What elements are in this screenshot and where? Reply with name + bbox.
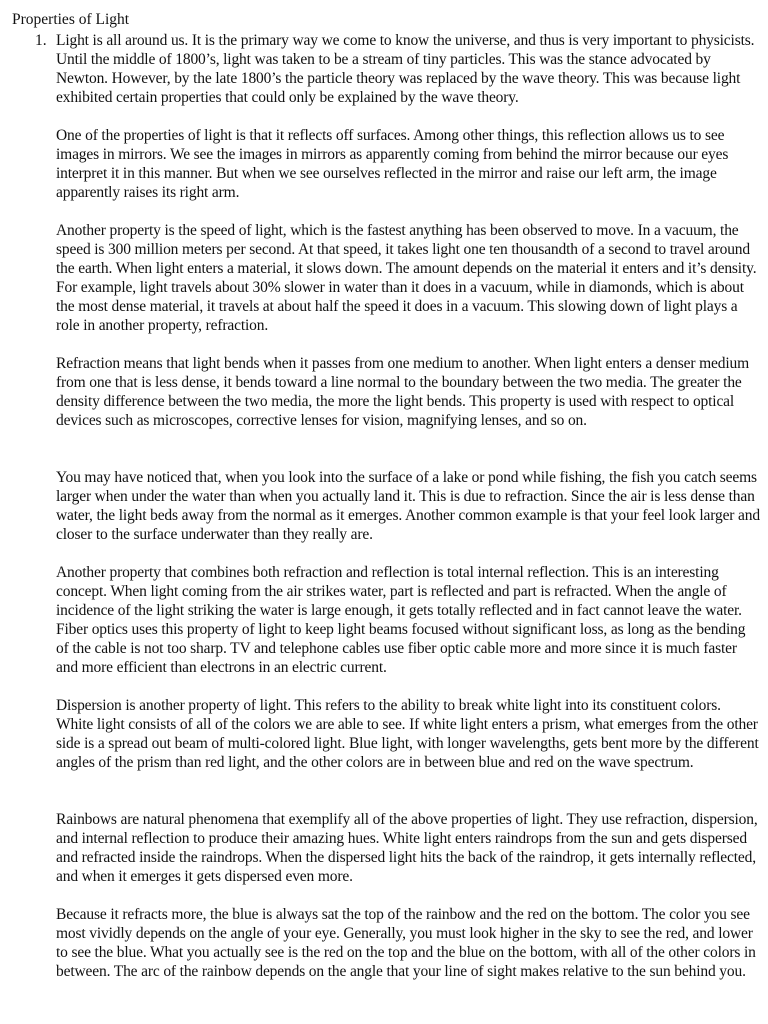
paragraph-refraction: Refraction means that light bends when it passes from one medium to another. When light enters a denser medium from one that is less dense, it bends toward a line normal to the boundary between the two media. The greater the density difference between the two media, the more the light bends. This property is used with respect to optical devices such as microscopes, corrective lenses for vision, magnifying lenses, and so on.	[56, 355, 750, 429]
paragraph-speed-of-light: Another property is the speed of light, which is the fastest anything has been observed to move. In a vacuum, the speed is 300 million meters per second. At that speed, it takes light one ten thousandth of a second to travel around the earth. When light enters a material, it slows down. The amount depends on the material it enters and it’s density. For example, light travels about 30% slower in water than it does in a vacuum, while in diamonds, which is about the most dense material, it travels at about half the speed it does in a vacuum. This slowing down of light plays a role in another property, refraction.	[56, 222, 757, 334]
list-item-number: 1.	[35, 32, 47, 49]
paragraph-reflection: One of the properties of light is that it reflects off surfaces. Among other things, this reflection allows us to see images in mirrors. We see the images in mirrors as apparently coming from behind the mirror because our eyes interpret it in this manner. But when we see ourselves reflected in the mirror and raise our left arm, the image apparently raises its right arm.	[56, 127, 729, 201]
paragraph-intro: Light is all around us. It is the primary way we come to know the universe, and thus is very important to physicists. Until the middle of 1800’s, light was taken to be a stream of tiny particles. This was the stance advocated by Newton. However, by the late 1800’s the particle theory was replaced by the wave theory. This was because light exhibited certain properties that could only be explained by the wave theory.	[56, 32, 755, 106]
paragraph-fishing-example: You may have noticed that, when you look into the surface of a lake or pond while fishing, the fish you catch seems larger when under the water than when you actually land it. This is due to refraction. Since the air is less dense than water, the light beds away from the normal as it emerges. Another common example is that your feel look larger and closer to the surface underwater than they really are.	[56, 469, 760, 543]
paragraph-dispersion: Dispersion is another property of light. This refers to the ability to break white light into its constituent colors. White light consists of all of the colors we are able to see. If white light enters a prism, what emerges from the other side is a spread out beam of multi-colored light. Blue light, with longer wavelengths, gets bent more by the different angles of the prism than red light, and the other colors are in between blue and red on the wave spectrum.	[56, 697, 759, 771]
paragraph-total-internal-reflection: Another property that combines both refraction and reflection is total internal reflection. This is an interesting concept. When light coming from the air strikes water, part is reflected and part is refracted. When the angle of incidence of the light striking the water is large enough, it gets totally reflected and in fact cannot leave the water. Fiber optics uses this property of light to keep light beams focused without significant loss, as long as the bending of the cable is not too sharp. TV and telephone cables use fiber optic cable more and more since it is much faster and more efficient than electrons in an electric current.	[56, 564, 746, 676]
document-title: Properties of Light	[12, 11, 130, 28]
paragraph-rainbows: Rainbows are natural phenomena that exemplify all of the above properties of light. They use refraction, dispersion, and internal reflection to produce their amazing hues. White light enters raindrops from the sun and gets dispersed and refracted inside the raindrops. When the dispersed light hits the back of the raindrop, it gets internally reflected, and when it emerges it gets dispersed even more.	[56, 811, 758, 885]
paragraph-rainbow-colors: Because it refracts more, the blue is always sat the top of the rainbow and the red on the bottom. The color you see most vividly depends on the angle of your eye. Generally, you must look higher in the sky to see the red, and lower to see the blue. What you actually see is the red on the top and the blue on the bottom, with all of the other colors in between. The arc of the rainbow depends on the angle that your line of sight makes relative to the sun behind you.	[56, 906, 756, 980]
